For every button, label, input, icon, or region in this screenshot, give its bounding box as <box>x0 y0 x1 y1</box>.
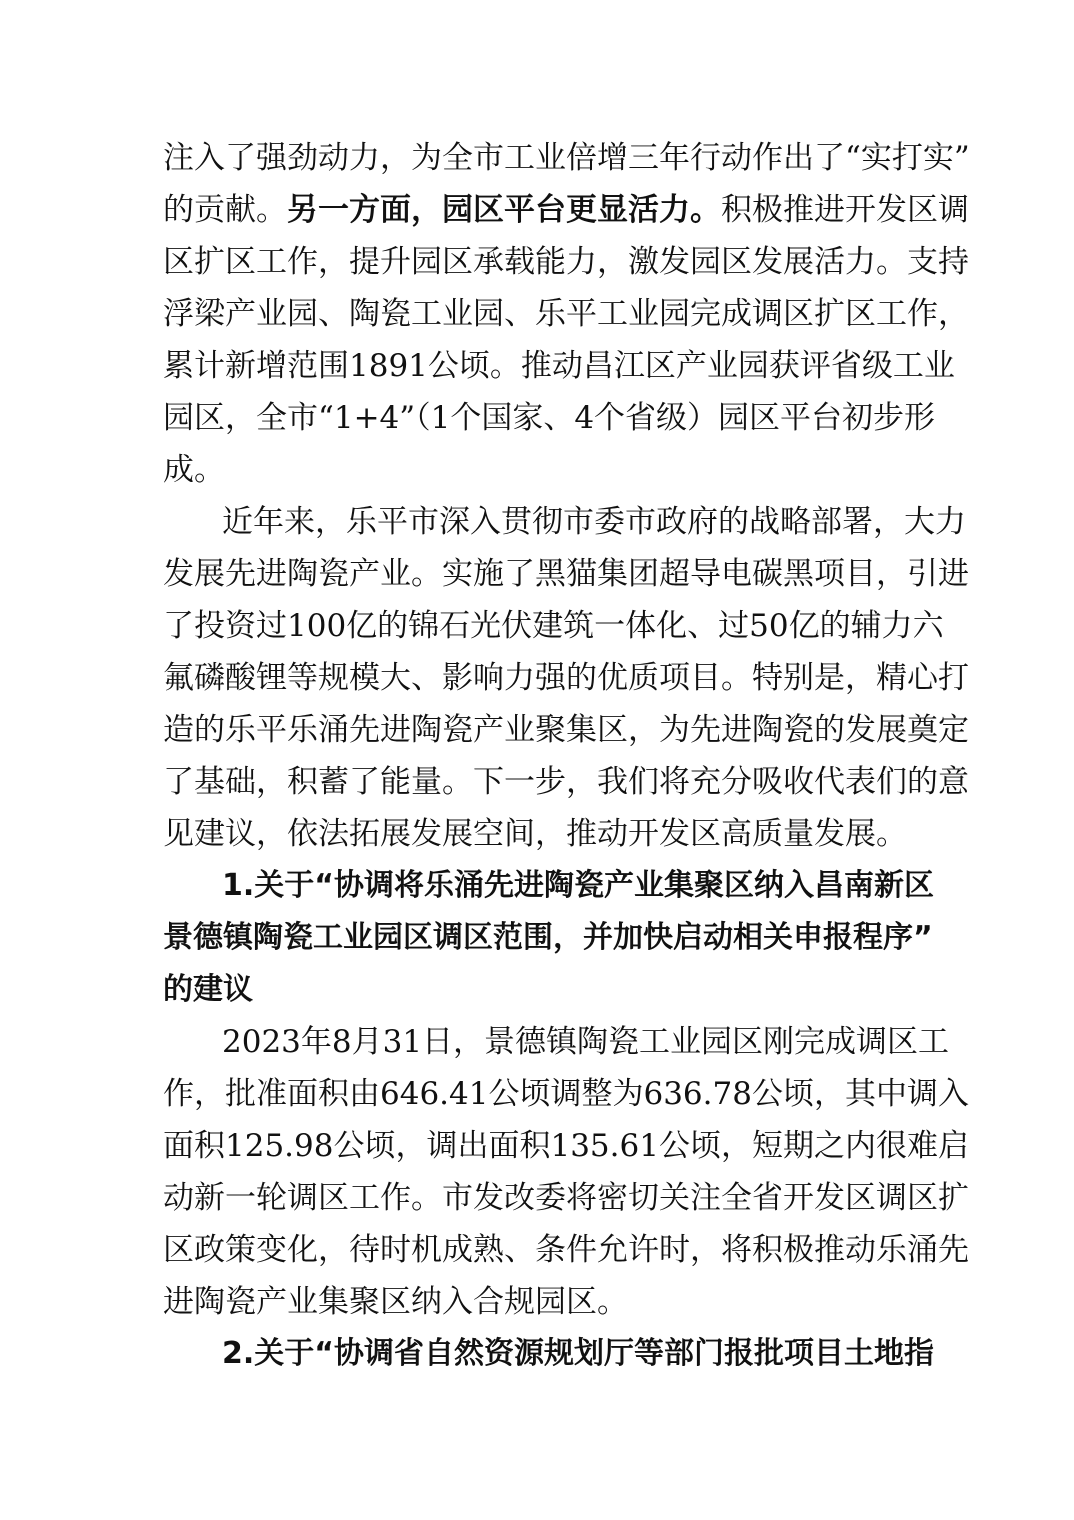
paragraph-1-line-1: 注入了强劲动力，为全市工业倍增三年行动作出了“实打实” <box>163 140 970 176</box>
paragraph-2-line-4: 氟磷酸锂等规模大、影响力强的优质项目。特别是，精心打 <box>163 660 969 696</box>
paragraph-2-line-2: 发展先进陶瓷产业。实施了黑猫集团超导电碳黑项目，引进 <box>163 556 969 592</box>
paragraph-2-line-5: 造的乐平乐涌先进陶瓷产业聚集区，为先进陶瓷的发展奠定 <box>163 712 969 748</box>
paragraph-2-line-3: 了投资过100亿的锦石光伏建筑一体化、过50亿的辅力六 <box>163 608 944 644</box>
paragraph-1-line-4: 浮梁产业园、陶瓷工业园、乐平工业园完成调区扩区工作， <box>163 296 969 332</box>
heading-2-line-1: 2.关于“协调省自然资源规划厅等部门报批项目土地指 <box>222 1336 934 1371</box>
paragraph-1-line-2 <box>163 190 969 230</box>
paragraph-2-line-6: 了基础，积蓄了能量。下一步，我们将充分吸收代表们的意 <box>163 764 969 800</box>
heading-1-line-1: 1.关于“协调将乐涌先进陶瓷产业集聚区纳入昌南新区 <box>222 868 934 903</box>
paragraph-1-line-3: 区扩区工作，提升园区承载能力，激发园区发展活力。支持 <box>163 244 969 280</box>
paragraph-1-line-2-before: 的贡献。 <box>163 192 287 228</box>
paragraph-1-line-5: 累计新增范围1891公顷。推动昌江区产业园获评省级工业 <box>163 348 955 384</box>
heading-1-line-2: 景德镇陶瓷工业园区调区范围，并加快启动相关申报程序” <box>163 920 933 955</box>
paragraph-1-line-7: 成。 <box>163 452 225 488</box>
paragraph-2-line-7: 见建议，依法拓展发展空间，推动开发区高质量发展。 <box>163 816 907 852</box>
heading-1-line-3: 的建议 <box>163 972 253 1007</box>
paragraph-2-line-1: 近年来，乐平市深入贯彻市委市政府的战略部署，大力 <box>222 504 966 540</box>
paragraph-1-bold-lead: 另一方面，园区平台更显活力。 <box>287 192 721 228</box>
paragraph-3-line-5: 区政策变化，待时机成熟、条件允许时，将积极推动乐涌先 <box>163 1232 969 1268</box>
paragraph-3-line-6: 进陶瓷产业集聚区纳入合规园区。 <box>163 1284 628 1320</box>
paragraph-1-line-2-after: 积极推进开发区调 <box>721 192 969 228</box>
paragraph-3-line-3: 面积125.98公顷，调出面积135.61公顷，短期之内很难启 <box>163 1128 969 1164</box>
paragraph-3-line-4: 动新一轮调区工作。市发改委将密切关注全省开发区调区扩 <box>163 1180 969 1216</box>
paragraph-3-line-2: 作，批准面积由646.41公顷调整为636.78公顷，其中调入 <box>163 1076 969 1112</box>
paragraph-1-line-6: 园区，全市“1+4”（1个国家、4个省级）园区平台初步形 <box>163 400 936 436</box>
paragraph-3-line-1: 2023年8月31日，景德镇陶瓷工业园区刚完成调区工 <box>222 1024 950 1060</box>
